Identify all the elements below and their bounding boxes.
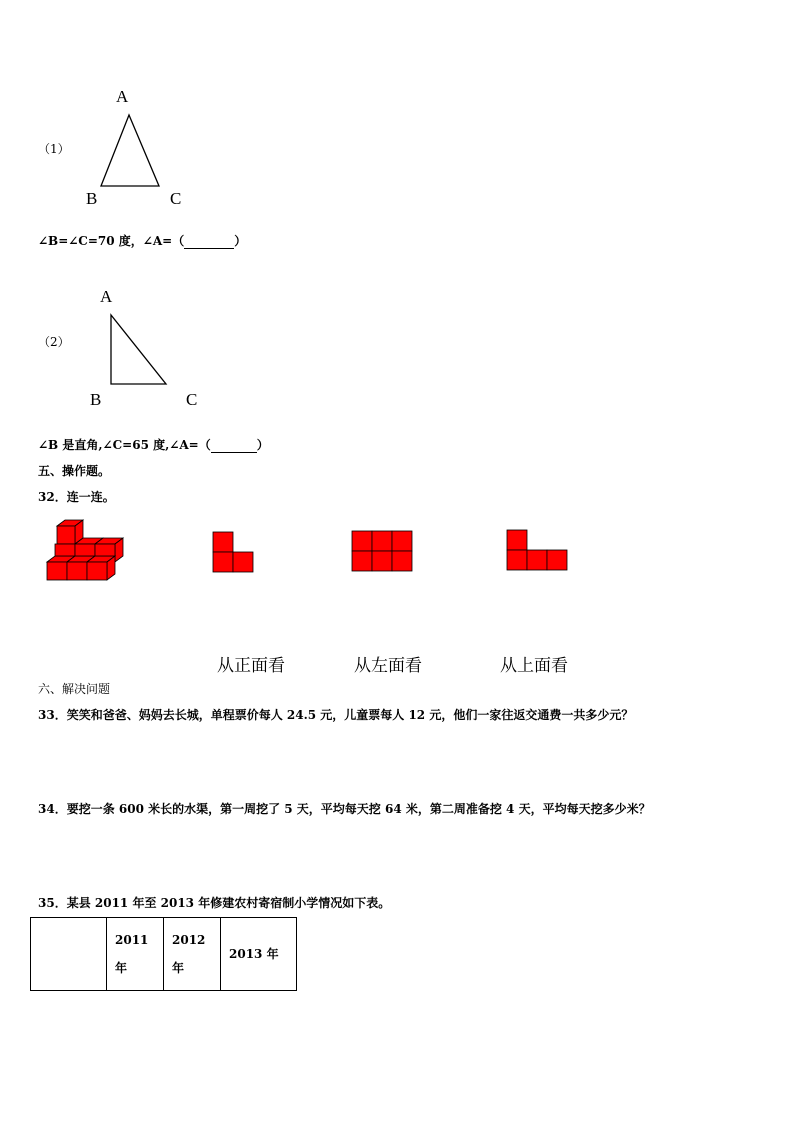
data-table — [30, 917, 297, 991]
section6-heading: 六、解决问题 — [38, 682, 111, 696]
header-2012-line2: 年 — [172, 961, 185, 975]
view-label-left: 从左面看 — [354, 656, 422, 676]
table-header-2012 — [164, 918, 221, 991]
part1-question-close: ） — [234, 234, 247, 248]
header-2012-line1: 2012 — [172, 933, 206, 947]
part1-answer-blank[interactable] — [184, 234, 234, 249]
part2-triangle — [108, 312, 178, 392]
part2-vertex-a-label: A — [100, 287, 113, 306]
part2-question-close: ） — [256, 438, 269, 452]
view-figure-1 — [212, 531, 256, 575]
table-corner-cell — [31, 918, 107, 991]
view-label-front: 从正面看 — [217, 656, 285, 676]
part1-vertex-a-label: A — [116, 87, 129, 106]
part2-number: （2） — [38, 335, 70, 349]
view-label-top: 从上面看 — [500, 656, 568, 676]
header-2011-line1: 2011 — [115, 933, 149, 947]
question-33: 33．笑笑和爸爸、妈妈去长城，单程票价每人 24.5 元，儿童票每人 12 元，他们一家往返交通费一共多少元？ — [38, 708, 634, 722]
cube-solid-figure — [45, 520, 127, 580]
part2-answer-blank[interactable] — [211, 438, 257, 453]
part1-question — [38, 232, 246, 249]
question-32: 32．连一连。 — [38, 490, 115, 504]
part2-vertex-b-label: B — [90, 390, 102, 409]
question-34: 34．要挖一条 600 米长的水渠，第一周挖了 5 天，平均每天挖 64 米，第二周准备挖 4 天，平均每天挖多少米？ — [38, 802, 651, 816]
table-header-2013 — [221, 918, 297, 991]
part1-question-text: ∠B=∠C=70 度，∠A=（ — [38, 234, 185, 248]
view-figure-2 — [351, 530, 415, 574]
table-header-2011 — [107, 918, 164, 991]
part2-question — [38, 436, 269, 453]
part1-number: （1） — [38, 142, 70, 156]
question-35: 35．某县 2011 年至 2013 年修建农村寄宿制小学情况如下表。 — [38, 896, 391, 910]
part1-triangle — [98, 112, 168, 192]
header-2011-line2: 年 — [115, 961, 128, 975]
part1-vertex-c-label: C — [170, 189, 182, 208]
part1-vertex-b-label: B — [86, 189, 98, 208]
section5-heading: 五、操作题。 — [38, 464, 111, 478]
header-2013-line1: 2013 年 — [229, 947, 279, 961]
part2-vertex-c-label: C — [186, 390, 198, 409]
table-row — [31, 918, 297, 991]
part2-question-text: ∠B 是直角,∠C=65 度,∠A=（ — [38, 438, 211, 452]
view-figure-3 — [506, 529, 570, 573]
